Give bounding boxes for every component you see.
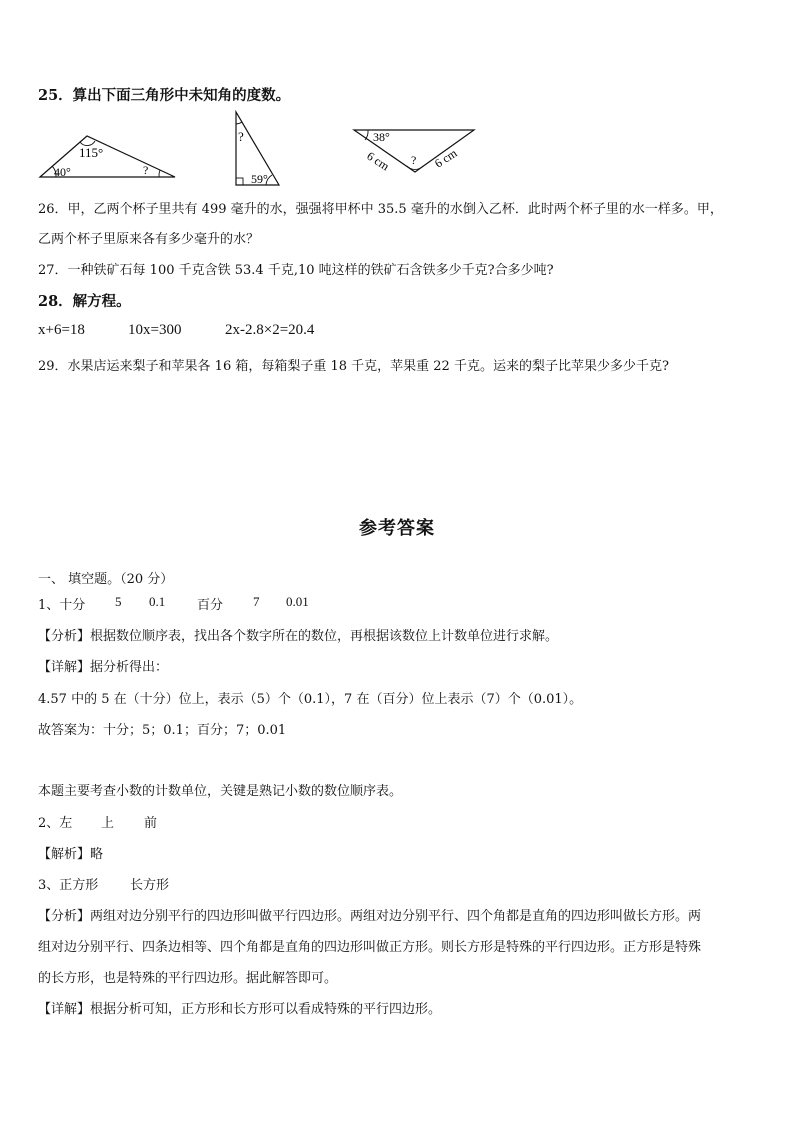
answers-title: 参考答案 — [359, 518, 435, 539]
answer-1-row — [38, 594, 438, 612]
triangles-figure — [0, 0, 794, 200]
t1-top-angle: 115° — [79, 145, 104, 160]
q26-line2: 乙两个杯子里原来各有多少毫升的水？ — [38, 232, 260, 247]
a1-analysis: 【分析】根据数位顺序表，找出各个数字所在的数位，再根据该数位上计数单位进行求解。 — [38, 629, 559, 644]
a1-item-6: 0.01 — [286, 594, 309, 609]
a1-explanation: 4.57 中的 5 在（十分）位上，表示（5）个（0.1），7 在（百分）位上表示（7）个（0.01）。 — [38, 692, 583, 707]
a1-item-2: 5 — [115, 594, 122, 609]
a1-comment: 本题主要考查小数的计数单位，关键是熟记小数的数位顺序表。 — [38, 784, 403, 799]
t3-left-side: 6 cm — [364, 148, 392, 174]
t1-left-angle: 40° — [54, 165, 71, 179]
triangle-2 — [236, 112, 279, 186]
equation-1: x+6=18 — [38, 322, 85, 338]
a3-analysis-line3: 的长方形，也是特殊的平行四边形。据此解答即可。 — [38, 971, 338, 986]
a2-item-2: 上 — [101, 816, 115, 831]
t3-top-angle: 38° — [373, 130, 390, 144]
t2-top-unknown: ? — [238, 129, 244, 144]
a1-item-4: 百分 — [197, 598, 224, 613]
a3-item-2: 长方形 — [130, 878, 170, 893]
t3-unknown: ? — [411, 153, 417, 167]
a2-analysis: 【解析】略 — [38, 847, 104, 862]
a3-analysis-line1: 【分析】两组对边分别平行的四边形叫做平行四边形。两组对边分别平行、四个角都是直角的四边形叫做长方形。两 — [38, 909, 702, 924]
answers-section-heading: 一、 填空题。（20 分） — [38, 572, 174, 587]
a3-detail: 【详解】根据分析可知，正方形和长方形可以看成特殊的平行四边形。 — [38, 1002, 442, 1017]
q29-text: 29．水果店运来梨子和苹果各 16 箱，每箱梨子重 18 千克，苹果重 22 千克。运来的梨子比苹果少多少千克? — [38, 359, 669, 374]
t1-unknown: ? — [143, 163, 149, 177]
t3-right-side: 6 cm — [432, 145, 460, 171]
a1-item-1: 1、十分 — [38, 598, 86, 613]
q26-line1: 26．甲，乙两个杯子里共有 499 毫升的水，强强将甲杯中 35.5 毫升的水倒入乙杯．此时两个杯子里的水一样多。甲， — [38, 202, 723, 217]
q27-text: 27．一种铁矿石每 100 千克含铁 53.4 千克,10 吨这样的铁矿石含铁多少千克?合多少吨? — [38, 263, 554, 278]
answer-2-row — [38, 812, 338, 830]
equation-3: 2x-2.8×2=20.4 — [225, 322, 315, 338]
q28-equations — [38, 322, 438, 342]
equation-2: 10x=300 — [128, 322, 182, 338]
triangle-3 — [354, 130, 474, 174]
a3-item-1: 3、正方形 — [38, 878, 99, 893]
a1-item-3: 0.1 — [149, 594, 166, 609]
a1-answer: 故答案为：十分；5；0.1；百分；7；0.01 — [38, 723, 287, 738]
answer-3-row — [38, 874, 338, 892]
q25-text: 25．算出下面三角形中未知角的度数。 — [38, 87, 291, 104]
a1-detail: 【详解】据分析得出： — [38, 660, 169, 675]
t2-bottom-angle: 59° — [251, 172, 268, 186]
q28-text: 28．解方程。 — [38, 293, 131, 310]
a2-item-1: 2、左 — [38, 816, 73, 831]
a1-item-5: 7 — [253, 594, 260, 609]
a2-item-3: 前 — [144, 816, 158, 831]
triangle-1 — [40, 136, 175, 179]
a3-analysis-line2: 组对边分别平行、四条边相等、四个角都是直角的四边形叫做正方形。则长方形是特殊的平行四边形。正方形是特殊 — [38, 940, 702, 955]
